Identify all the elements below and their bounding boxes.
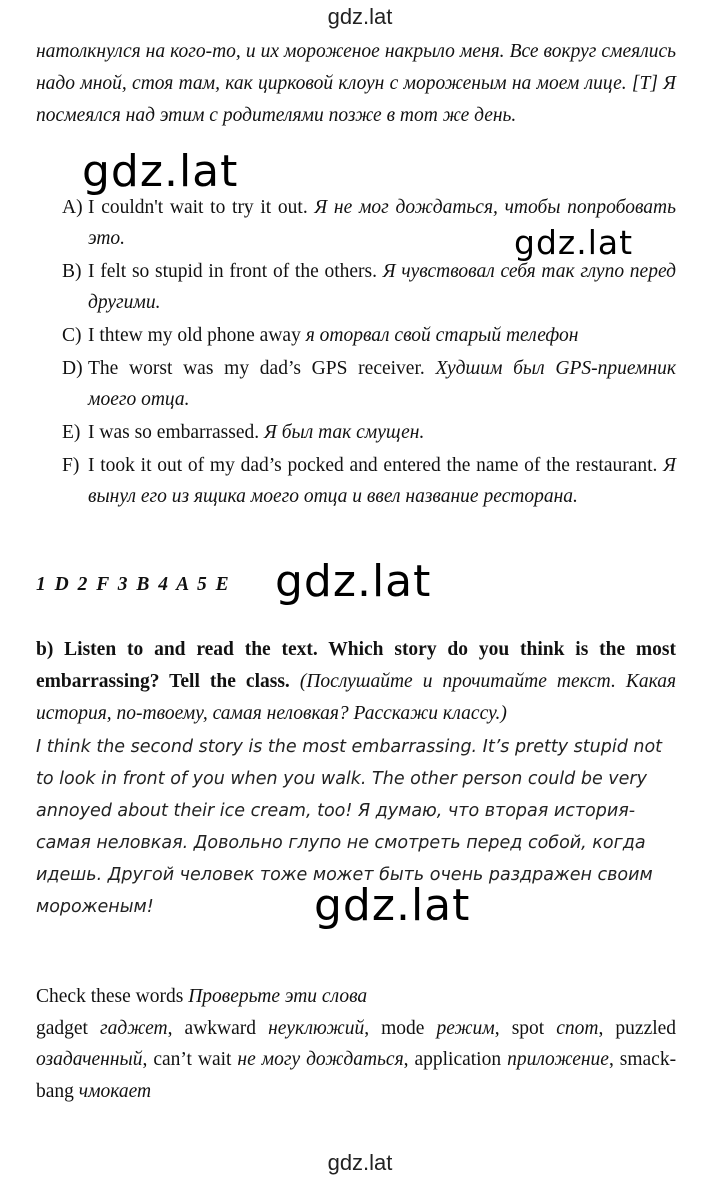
check-words-title-en: Check these words — [36, 986, 184, 1007]
option-f — [62, 450, 676, 512]
vocab-russian: озадаченный — [36, 1049, 143, 1070]
task-b-heading — [36, 634, 676, 730]
option-english: I thtew my old phone away — [88, 325, 301, 346]
vocab-english: can’t wait — [153, 1049, 232, 1070]
option-english: I felt so stupid in front of the others. — [88, 261, 378, 282]
check-words-title — [36, 981, 676, 1013]
vocab-english: gadget — [36, 1017, 88, 1039]
vocab-item — [153, 1049, 414, 1070]
vocab-separator: , — [364, 1017, 382, 1039]
vocab-english: awkward — [184, 1017, 257, 1039]
answer-key: 1 D 2 F 3 B 4 A 5 E — [36, 574, 231, 595]
watermark-large-3: gdz.lat — [275, 556, 432, 607]
option-letter: B) — [62, 261, 82, 282]
vocab-english: application — [414, 1049, 502, 1070]
check-words-block — [36, 981, 676, 1107]
option-russian: Я был так смущен. — [264, 422, 425, 443]
vocab-separator: , — [608, 1049, 620, 1070]
vocab-russian: неуклюжий — [268, 1017, 365, 1039]
vocab-separator: , — [494, 1017, 512, 1039]
watermark-top: gdz.lat — [327, 4, 393, 29]
watermark-large-2: gdz.lat — [514, 223, 634, 262]
option-russian: я оторвал свой старый телефон — [305, 325, 579, 346]
option-letter: D) — [62, 358, 83, 379]
check-words-list — [36, 1013, 676, 1108]
vocab-separator: , — [167, 1017, 185, 1039]
option-russian: Я вынул его из ящика моего отца и ввел название ресторана. — [88, 455, 676, 507]
option-b — [62, 256, 676, 318]
vocab-item — [414, 1049, 619, 1070]
vocab-item — [381, 1018, 512, 1039]
vocab-russian: гаджет — [100, 1017, 168, 1039]
option-e — [62, 417, 676, 448]
vocab-russian: чмокает — [78, 1080, 152, 1102]
vocab-russian: режим — [436, 1017, 495, 1039]
vocab-russian: приложение — [507, 1049, 609, 1070]
vocab-english: mode — [381, 1017, 425, 1039]
option-english: I couldn't wait to try it out. — [88, 197, 308, 218]
option-d — [62, 353, 676, 415]
option-russian: Я не мог дождаться, чтобы попробовать это. — [88, 197, 677, 249]
option-letter: E) — [62, 422, 81, 443]
option-english: I took it out of my dad’s pocked and entered the name of the restaurant. — [88, 455, 658, 476]
option-a — [62, 192, 676, 254]
option-letter: C) — [62, 325, 82, 346]
check-words-title-ru: Проверьте эти слова — [188, 986, 368, 1007]
vocab-separator: , — [598, 1017, 616, 1039]
watermark-bottom: gdz.lat — [327, 1150, 393, 1175]
vocab-russian: спот — [556, 1017, 599, 1039]
vocab-english: spot — [511, 1017, 545, 1039]
option-english: I was so embarrassed. — [88, 422, 260, 443]
option-russian: Худшим был GPS-приемник моего отца. — [88, 358, 677, 410]
vocab-separator: , — [142, 1049, 154, 1070]
options-list — [62, 192, 676, 514]
option-c — [62, 320, 676, 351]
vocab-russian: не могу дождаться — [237, 1049, 404, 1070]
option-letter: F) — [62, 455, 80, 476]
option-english: The worst was my dad’s GPS receiver. — [88, 358, 425, 379]
vocab-item — [512, 1018, 616, 1039]
intro-paragraph: натолкнулся на кого-то, и их мороженое накрыло меня. Все вокруг смеялись надо мной, стоя там, как цирковой клоун с мороженым на моем лице. [T] Я посмеялся над этим с родителями позже в тот же день. — [36, 41, 676, 126]
vocab-separator: , — [403, 1049, 415, 1070]
task-b-translation: (Послушайте и прочитайте текст. Какая история, по-твоему, самая неловкая? Расскажи классу.) — [36, 671, 677, 724]
vocab-english: puzzled — [615, 1017, 677, 1039]
vocab-item — [185, 1018, 382, 1039]
watermark-large-4: gdz.lat — [314, 880, 471, 931]
option-russian: Я чувствовал себя так глупо перед другими. — [88, 261, 676, 313]
task-b-answer: I think the second story is the most embarrassing. It’s pretty stupid not to look in front of you when you walk. The other person could be very annoyed about their ice cream, too! Я думаю, что вторая история- самая неловкая. Довольно глупо не смотреть перед собой, когда идешь. Другой человек тоже может быть очень раздражен своим мороженым! — [36, 737, 663, 917]
task-b-instruction: b) Listen to and read the text. Which story do you think is the most embarrassing? Tell the class. — [36, 639, 676, 692]
vocab-english: smack-bang — [36, 1049, 677, 1102]
option-letter: A) — [62, 197, 83, 218]
watermark-large-1: gdz.lat — [82, 146, 239, 197]
vocab-item — [36, 1018, 185, 1039]
